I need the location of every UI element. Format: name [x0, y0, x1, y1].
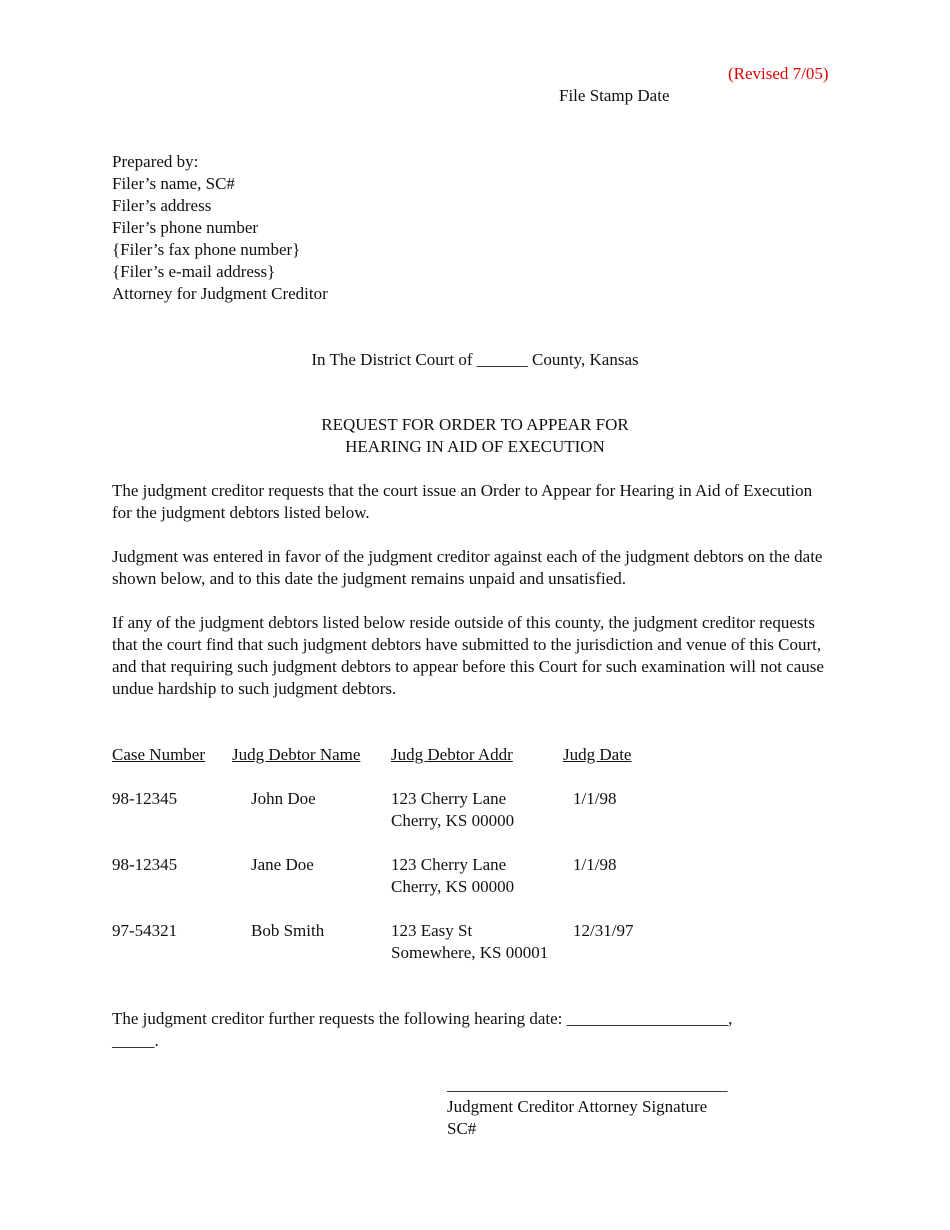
row-case-number: 98-12345	[112, 855, 178, 874]
request-paragraph: The judgment creditor requests that the court issue an Order to Appear for Hearing in Aid of Execution for the judgment debtors listed below.	[112, 481, 813, 522]
header-case-number: Case Number	[112, 745, 206, 764]
signature-sc-number: SC#	[447, 1119, 477, 1138]
row-address-line-1: 123 Cherry Lane	[391, 855, 507, 874]
filer-fax: {Filer’s fax phone number}	[112, 240, 301, 259]
row-address-line-2: Somewhere, KS 00001	[391, 943, 549, 962]
revised-note: (Revised 7/05)	[728, 64, 829, 83]
row-address-line-1: 123 Easy St	[391, 921, 473, 940]
row-case-number: 97-54321	[112, 921, 178, 940]
row-debtor-name: John Doe	[251, 789, 316, 808]
hearing-line-1: The judgment creditor further requests the following hearing date: ___________________,	[112, 1009, 733, 1028]
judgment-paragraph: Judgment was entered in favor of the judgment creditor against each of the judgment debtors on the date shown below, and to this date the judgment remains unpaid and unsatisfied.	[112, 547, 823, 588]
filer-phone: Filer’s phone number	[112, 218, 259, 237]
filer-address: Filer’s address	[112, 196, 212, 215]
row-case-number: 98-12345	[112, 789, 178, 808]
court-caption: In The District Court of ______ County, Kansas	[311, 350, 639, 369]
file-stamp-date: File Stamp Date	[559, 86, 670, 105]
row-judg-date: 1/1/98	[573, 855, 617, 874]
title-line-2: HEARING IN AID OF EXECUTION	[345, 437, 605, 456]
row-address-line-2: Cherry, KS 00000	[391, 877, 515, 896]
row-debtor-name: Bob Smith	[251, 921, 325, 940]
row-address-line-2: Cherry, KS 00000	[391, 811, 515, 830]
row-debtor-name: Jane Doe	[251, 855, 314, 874]
row-judg-date: 1/1/98	[573, 789, 617, 808]
hearing-line-2: _____.	[112, 1031, 159, 1050]
prepared-by-block	[112, 151, 328, 305]
signature-label: Judgment Creditor Attorney Signature	[447, 1097, 708, 1116]
signature-block	[447, 1074, 728, 1140]
filer-role: Attorney for Judgment Creditor	[112, 284, 328, 303]
prepared-by-label: Prepared by:	[112, 152, 199, 171]
header-debtor-name: Judg Debtor Name	[232, 745, 361, 764]
filer-email: {Filer’s e-mail address}	[112, 262, 276, 281]
row-judg-date: 12/31/97	[573, 921, 634, 940]
hearing-date-request	[112, 1008, 732, 1052]
filer-name: Filer’s name, SC#	[112, 174, 235, 193]
row-address-line-1: 123 Cherry Lane	[391, 789, 507, 808]
signature-line: _________________________________	[447, 1075, 728, 1094]
header-judg-date: Judg Date	[563, 745, 632, 764]
document-title	[0, 414, 950, 458]
title-line-1: REQUEST FOR ORDER TO APPEAR FOR	[321, 415, 629, 434]
jurisdiction-paragraph: If any of the judgment debtors listed below reside outside of this county, the judgment creditor requests that the court find that such judgment debtors have submitted to the jurisdiction and venue of this Court, and that requiring such judgment debtors to appear before this Court for such examination will not cause undue hardship to such judgment debtors.	[112, 613, 824, 698]
header-debtor-addr: Judg Debtor Addr	[391, 745, 513, 764]
